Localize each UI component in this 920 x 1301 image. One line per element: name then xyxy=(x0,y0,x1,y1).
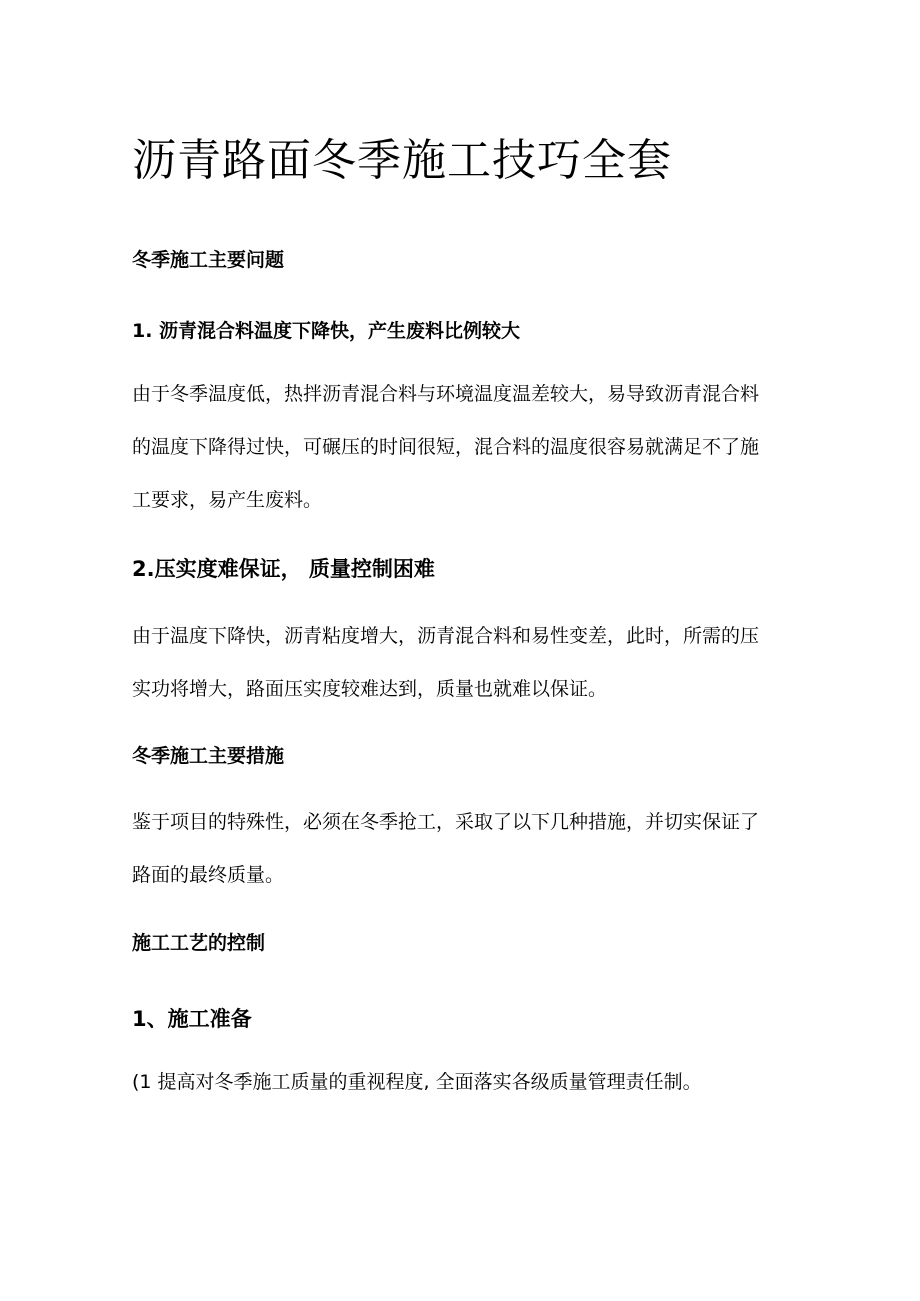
paragraph-preparation-item xyxy=(132,1056,792,1109)
paragraph-temperature-drop xyxy=(132,368,792,527)
paragraph-line: 路面的最终质量。 xyxy=(132,864,285,886)
paragraph-line: 由于冬季温度低，热拌沥青混合料与环境温度温差较大，易导致沥青混合料 xyxy=(132,383,760,405)
paragraph-line: 鉴于项目的特殊性，必须在冬季抢工，采取了以下几种措施，并切实保证了 xyxy=(132,811,760,833)
item-heading-compaction: 2.压实度难保证， 质量控制困难 xyxy=(132,557,435,581)
paragraph-line: 工要求，易产生废料。 xyxy=(132,489,323,511)
section-heading-process-control: 施工工艺的控制 xyxy=(132,932,266,954)
section-heading-winter-problems: 冬季施工主要问题 xyxy=(132,249,285,271)
paragraph-line: (1 提高对冬季施工质量的重视程度, 全面落实各级质量管理责任制。 xyxy=(132,1071,702,1093)
paragraph-compaction xyxy=(132,610,792,716)
step-heading-preparation: 1、施工准备 xyxy=(132,1007,252,1031)
section-heading-winter-measures: 冬季施工主要措施 xyxy=(132,745,285,767)
paragraph-winter-measures xyxy=(132,796,792,902)
paragraph-line: 由于温度下降快，沥青粘度增大，沥青混合料和易性变差，此时，所需的压 xyxy=(132,625,760,647)
paragraph-line: 的温度下降得过快，可碾压的时间很短，混合料的温度很容易就满足不了施 xyxy=(132,436,760,458)
paragraph-line: 实功将增大，路面压实度较难达到，质量也就难以保证。 xyxy=(132,678,608,700)
item-heading-temperature-drop: 1. 沥青混合料温度下降快，产生废料比例较大 xyxy=(132,320,521,342)
document-title: 沥青路面冬季施工技巧全套 xyxy=(132,135,672,186)
